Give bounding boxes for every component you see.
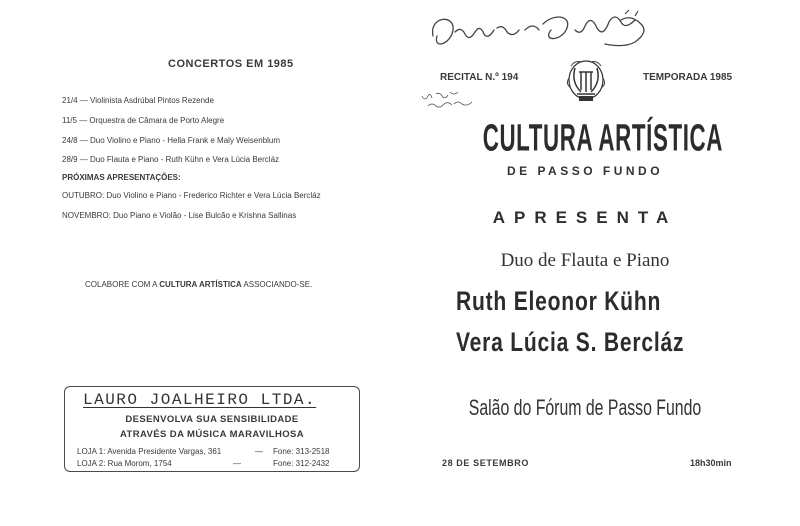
advert-slogan-2: ATRAVÉS DA MÚSICA MARAVILHOSA xyxy=(119,429,304,440)
collaborate-line xyxy=(85,280,312,289)
signature-icon xyxy=(425,6,665,58)
concert-item: 11/5 — Orquestra de Câmara de Porto Alegre xyxy=(62,116,225,125)
event-date: 28 DE SETEMBRO xyxy=(442,458,529,468)
advert-store-2: LOJA 2: Rua Morom, 1754 xyxy=(77,459,172,468)
concert-item: 28/9 — Duo Flauta e Piano - Ruth Kühn e Vera Lúcia Bercláz xyxy=(62,155,280,164)
recital-number: RECITAL N.º 194 xyxy=(440,72,519,83)
advert-dash: — xyxy=(255,447,263,456)
program-title: Duo de Flauta e Piano xyxy=(500,250,670,271)
org-city: DE PASSO FUNDO xyxy=(506,164,664,178)
upcoming-item: NOVEMBRO: Duo Piano e Violão - Lise Bulcão e Krishna Sallinas xyxy=(62,211,297,220)
lyre-emblem-icon xyxy=(565,58,607,104)
concert-item: 24/8 — Duo Violino e Piano - Hella Frank e Maly Weisenblum xyxy=(62,136,281,145)
advert-dash: — xyxy=(233,459,241,468)
org-name: CULTURA ARTÍSTICA xyxy=(482,116,724,160)
advert-name: LAURO JOALHEIRO LTDA. xyxy=(83,391,317,409)
advert-phone-1: Fone: 313-2518 xyxy=(273,447,330,456)
season-label: TEMPORADA 1985 xyxy=(643,72,733,83)
upcoming-heading: PRÓXIMAS APRESENTAÇÕES: xyxy=(62,173,181,182)
advert-phone-2: Fone: 312-2432 xyxy=(273,459,330,468)
venue: Salão do Fórum de Passo Fundo xyxy=(468,395,702,420)
upcoming-item: OUTUBRO: Duo Violino e Piano - Frederico Richter e Vera Lúcia Bercláz xyxy=(62,191,321,200)
collaborate-prefix: COLABORE COM A xyxy=(85,280,158,289)
event-time: 18h30min xyxy=(690,458,732,468)
concert-item: 21/4 — Violinista Asdrúbal Pintos Rezende xyxy=(62,96,214,105)
collaborate-org: CULTURA ARTÍSTICA xyxy=(159,280,242,289)
handwritten-note-icon xyxy=(420,88,492,110)
presents-heading: APRESENTA xyxy=(492,208,678,227)
performer-2: Vera Lúcia S. Bercláz xyxy=(456,327,685,357)
jeweler-advert xyxy=(64,386,360,472)
advert-store-1: LOJA 1: Avenida Presidente Vargas, 361 xyxy=(77,447,222,456)
concerts-title: CONCERTOS EM 1985 xyxy=(168,58,294,70)
performer-1: Ruth Eleonor Kühn xyxy=(456,286,662,316)
collaborate-suffix: ASSOCIANDO-SE. xyxy=(243,280,313,289)
advert-slogan-1: DESENVOLVA SUA SENSIBILIDADE xyxy=(125,414,299,425)
